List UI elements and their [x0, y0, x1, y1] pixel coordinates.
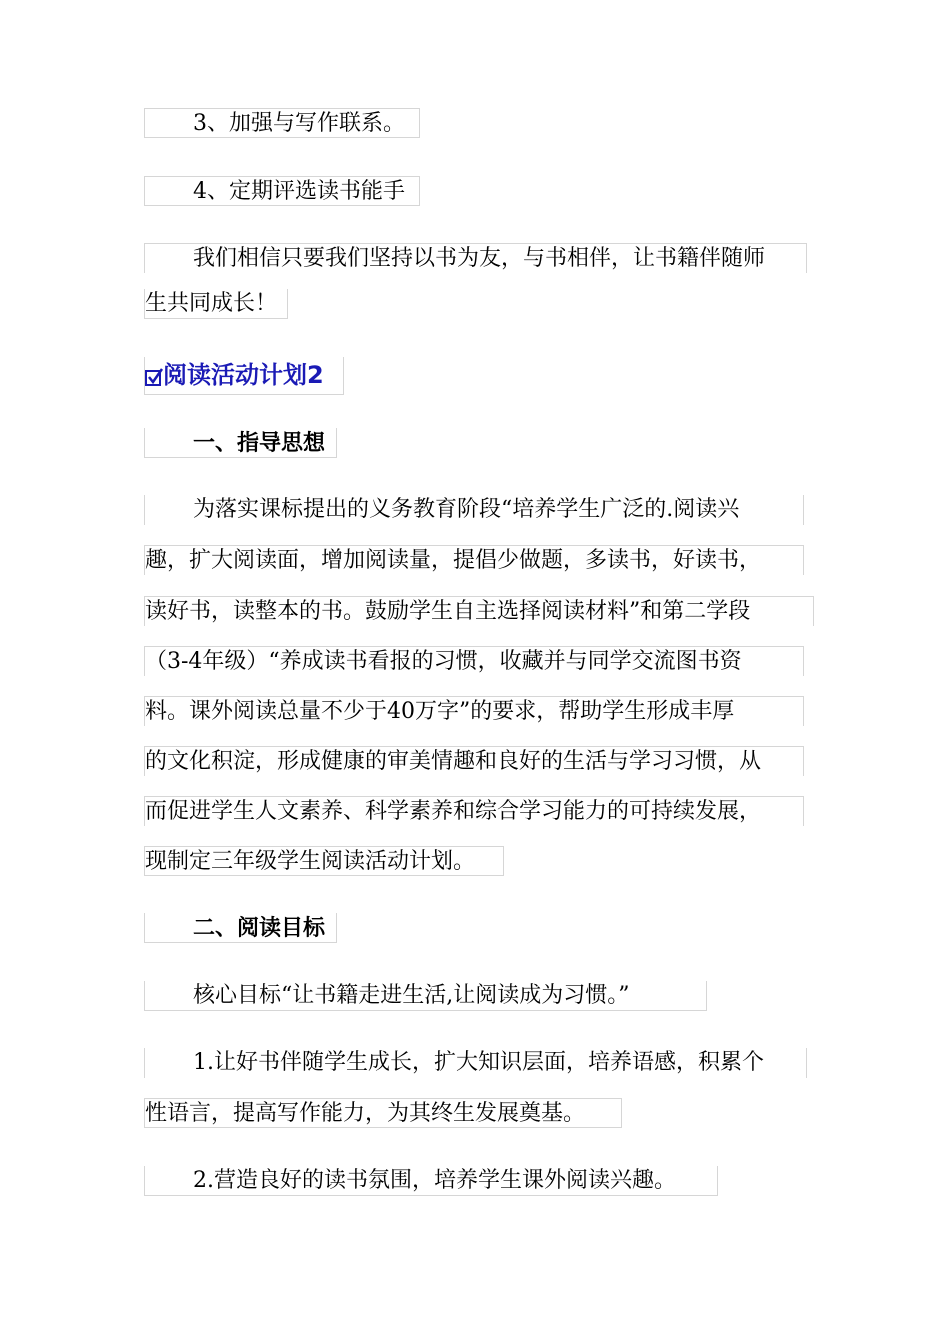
line-item-4: 4、定期评选读书能手: [144, 176, 420, 206]
core-goal: 核心目标“让书籍走进生活,让阅读成为习惯。”: [144, 981, 707, 1011]
checkbox-icon: [145, 370, 161, 386]
para1-line7: 而促进学生人文素养、科学素养和综合学习能力的可持续发展，: [144, 796, 804, 826]
closing-paragraph-line1: 我们相信只要我们坚持以书为友，与书相伴，让书籍伴随师: [144, 243, 807, 273]
goal1-line2: 性语言，提高写作能力，为其终生发展奠基。: [144, 1098, 622, 1128]
closing-paragraph-line2: 生共同成长！: [144, 289, 288, 319]
para1-line2: 趣，扩大阅读面，增加阅读量，提倡少做题，多读书，好读书，: [144, 545, 804, 575]
section-title-text: 阅读活动计划2: [163, 361, 324, 389]
goal1-line1: 1.让好书伴随学生成长，扩大知识层面，培养语感，积累个: [144, 1048, 807, 1078]
para1-line4: （3-4年级）“养成读书看报的习惯，收藏并与同学交流图书资: [144, 646, 804, 676]
para1-line6: 的文化积淀，形成健康的审美情趣和良好的生活与学习习惯，从: [144, 746, 804, 776]
para1-line5: 料。课外阅读总量不少于40万字”的要求，帮助学生形成丰厚: [144, 696, 804, 726]
para1-line1: 为落实课标提出的义务教育阶段“培养学生广泛的.阅读兴: [144, 495, 804, 525]
heading-reading-goals: 二、阅读目标: [144, 913, 337, 943]
line-item-3: 3、加强与写作联系。: [144, 108, 420, 138]
para1-line3: 读好书，读整本的书。鼓励学生自主选择阅读材料”和第二学段: [144, 596, 814, 626]
heading-guiding-thought: 一、指导思想: [144, 428, 337, 458]
section-title: [144, 357, 344, 395]
goal2: 2.营造良好的读书氛围，培养学生课外阅读兴趣。: [144, 1166, 718, 1196]
para1-line8: 现制定三年级学生阅读活动计划。: [144, 846, 504, 876]
